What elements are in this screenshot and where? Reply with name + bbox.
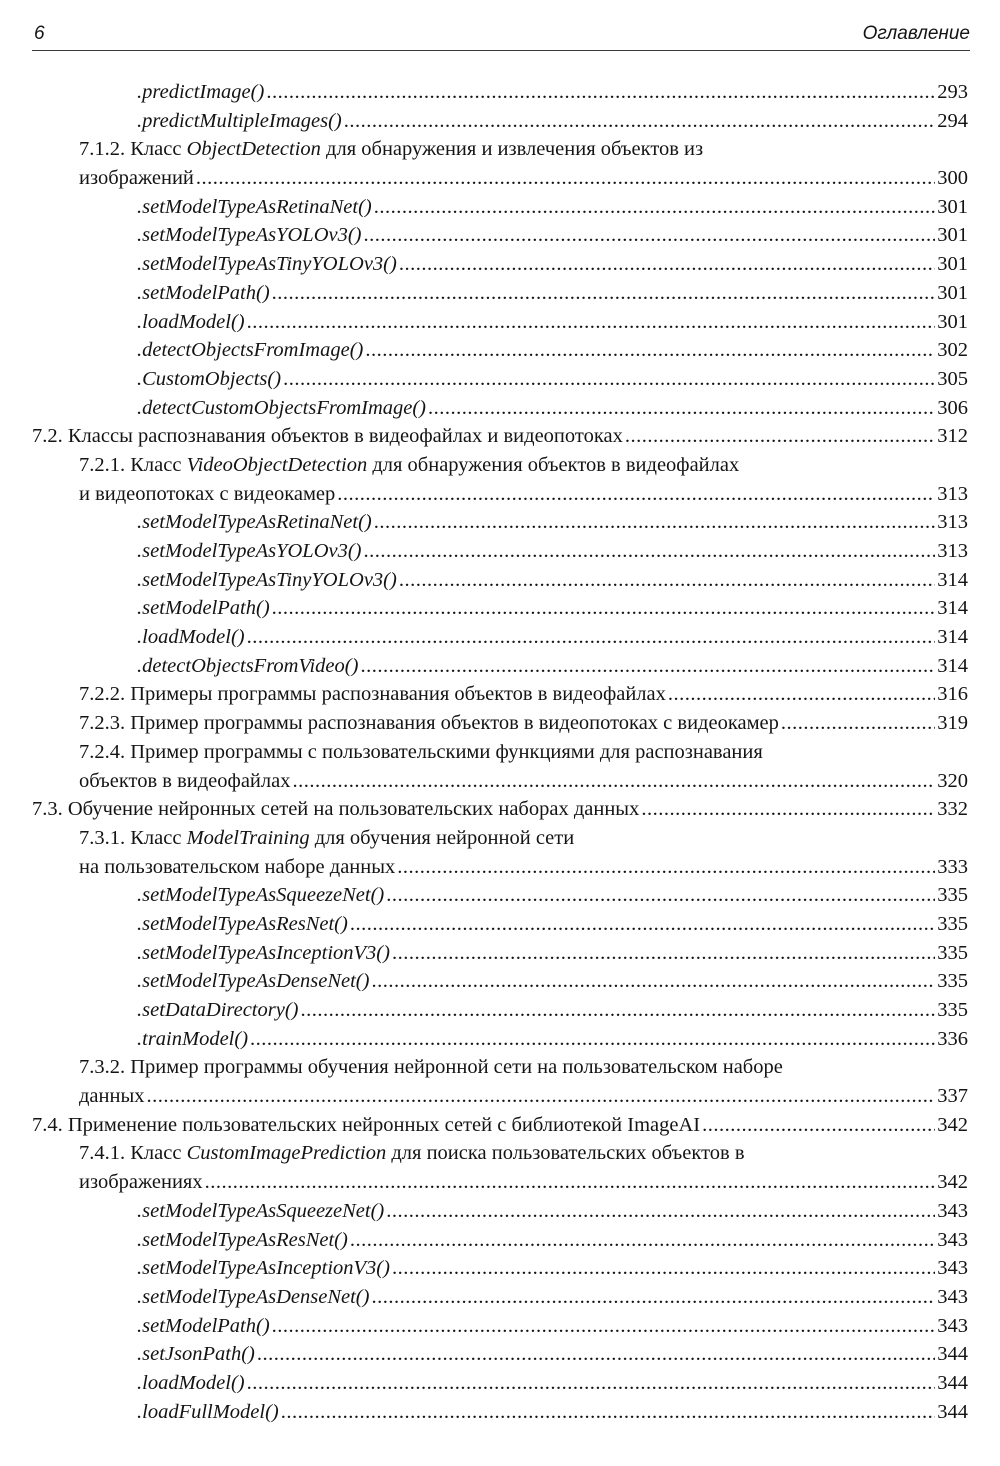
toc-method	[137, 1197, 968, 1226]
dot-leader	[365, 336, 935, 365]
toc-entry-row	[137, 107, 968, 136]
table-of-contents	[0, 78, 1000, 1426]
toc-entry-heading-rest: для обнаружения и извлечения объектов из	[320, 138, 704, 161]
dot-leader	[266, 78, 935, 107]
toc-method	[137, 652, 968, 681]
toc-entry-row	[137, 623, 968, 652]
toc-entry-row	[137, 193, 968, 222]
dot-leader	[386, 1197, 935, 1226]
toc-subsection	[79, 680, 968, 709]
toc-entry-row	[137, 652, 968, 681]
toc-section	[32, 1111, 968, 1140]
toc-method	[137, 107, 968, 136]
toc-entry-row	[137, 910, 968, 939]
toc-method	[137, 967, 968, 996]
toc-method	[137, 1340, 968, 1369]
toc-page-number: 301	[937, 224, 968, 247]
toc-subsection	[79, 1053, 968, 1110]
toc-entry-title: .detectObjectsFromVideo()	[137, 654, 359, 677]
toc-method	[137, 365, 968, 394]
toc-entry-title: .setJsonPath()	[137, 1343, 255, 1366]
toc-entry-title: .detectObjectsFromImage()	[137, 339, 364, 362]
toc-section	[32, 795, 968, 824]
toc-entry-heading: 7.1.2. Класс	[79, 138, 187, 161]
toc-entry-title: .setModelPath()	[137, 1314, 270, 1337]
toc-entry-first-line	[79, 451, 968, 480]
toc-method	[137, 910, 968, 939]
dot-leader	[272, 279, 936, 308]
toc-page-number: 335	[937, 941, 968, 964]
toc-page-number: 313	[937, 482, 968, 505]
toc-method	[137, 1312, 968, 1341]
toc-method	[137, 279, 968, 308]
toc-page-number: 335	[937, 970, 968, 993]
toc-entry-title: 7.2.2. Примеры программы распознавания объектов в видеофайлах	[79, 683, 666, 706]
toc-entry-row	[137, 1369, 968, 1398]
toc-method	[137, 1369, 968, 1398]
toc-entry-row	[137, 221, 968, 250]
toc-entry-title: 7.2.3. Пример программы распознавания объектов в видеопотоках с видеокамер	[79, 712, 779, 735]
toc-entry-row	[32, 1111, 968, 1140]
toc-method	[137, 996, 968, 1025]
toc-page-number: 343	[937, 1228, 968, 1251]
toc-entry-first-line	[79, 1053, 968, 1082]
toc-page-number: 305	[937, 367, 968, 390]
dot-leader	[350, 910, 935, 939]
toc-entry-heading-rest: для обучения нейронной сети	[309, 826, 575, 849]
toc-page-number: 343	[937, 1199, 968, 1222]
toc-entry-heading: 7.3.2. Пример программы обучения нейронной сети на пользовательском наборе	[79, 1056, 783, 1079]
toc-entry-title: .setModelTypeAsResNet()	[137, 1228, 348, 1251]
dot-leader	[392, 939, 935, 968]
dot-leader	[205, 1168, 936, 1197]
toc-page-number: 344	[937, 1371, 968, 1394]
toc-entry-title: 7.4. Применение пользовательских нейронных сетей с библиотекой ImageAI	[32, 1113, 701, 1136]
toc-entry-row	[137, 1025, 968, 1054]
toc-entry-title: .setModelTypeAsDenseNet()	[137, 970, 370, 993]
toc-page-number: 335	[937, 999, 968, 1021]
toc-entry-title: изображений	[79, 167, 194, 190]
toc-section	[32, 422, 968, 451]
toc-entry-title: .trainModel()	[137, 1027, 249, 1050]
toc-entry-heading-rest: для обнаружения объектов в видеофайлах	[367, 453, 740, 476]
toc-method	[137, 537, 968, 566]
toc-subsection	[79, 824, 968, 881]
toc-entry-class-name: CustomImagePrediction	[186, 1142, 387, 1165]
toc-page-number: 333	[937, 855, 968, 878]
toc-entry-row	[137, 1254, 968, 1283]
toc-method	[137, 623, 968, 652]
toc-entry-title: .setModelTypeAsYOLOv3()	[137, 540, 362, 562]
dot-leader	[247, 1369, 936, 1398]
page-number: 6	[34, 23, 45, 44]
toc-entry-row	[79, 709, 968, 738]
toc-entry-row	[32, 422, 968, 451]
toc-entry-heading: 7.2.4. Пример программы с пользовательскими функциями для распознавания	[79, 740, 763, 763]
dot-leader	[668, 680, 935, 709]
toc-entry-row	[79, 1168, 968, 1197]
toc-entry-title: .setModelTypeAsRetinaNet()	[137, 195, 372, 218]
toc-entry-row	[137, 939, 968, 968]
toc-method	[137, 1254, 968, 1283]
toc-entry-title: .loadFullModel()	[137, 1400, 279, 1423]
toc-entry-row	[137, 1312, 968, 1341]
dot-leader	[360, 652, 935, 681]
toc-entry-row	[79, 767, 968, 796]
toc-entry-row	[137, 594, 968, 623]
dot-leader	[283, 365, 935, 394]
toc-entry-title: .detectCustomObjectsFromImage()	[137, 396, 427, 419]
toc-entry-first-line	[79, 1139, 968, 1168]
dot-leader	[399, 250, 935, 279]
toc-entry-class-name: VideoObjectDetection	[186, 453, 368, 476]
toc-page-number: 313	[937, 540, 968, 562]
toc-page-number: 335	[937, 884, 968, 907]
toc-entry-title: .setModelTypeAsInceptionV3()	[137, 941, 390, 964]
dot-leader	[281, 1398, 935, 1427]
toc-page-number: 319	[937, 712, 968, 735]
toc-entry-row	[137, 78, 968, 107]
toc-page-number: 300	[937, 167, 968, 190]
toc-entry-heading: 7.4.1. Класс	[79, 1142, 187, 1165]
toc-page-number: 301	[937, 253, 968, 276]
dot-leader	[399, 566, 935, 595]
toc-entry-row	[79, 1082, 968, 1111]
toc-entry-heading: 7.2.1. Класс	[79, 453, 187, 476]
toc-method	[137, 566, 968, 595]
dot-leader	[344, 107, 936, 136]
toc-entry-row	[137, 279, 968, 308]
dot-leader	[250, 1025, 935, 1054]
toc-page-number: 336	[937, 1027, 968, 1050]
toc-page-number: 320	[937, 769, 968, 792]
toc-page-number: 343	[937, 1314, 968, 1337]
dot-leader	[350, 1226, 935, 1255]
toc-page-number: 342	[937, 1113, 968, 1136]
toc-entry-row	[137, 336, 968, 365]
toc-method	[137, 1283, 968, 1312]
running-title: Оглавление	[862, 23, 970, 44]
dot-leader	[371, 967, 935, 996]
toc-entry-heading-rest: для поиска пользовательских объектов в	[386, 1142, 745, 1165]
toc-entry-row	[79, 480, 968, 509]
toc-entry-title: .setModelTypeAsRetinaNet()	[137, 511, 372, 534]
toc-entry-first-line	[79, 738, 968, 767]
toc-page-number: 316	[937, 683, 968, 706]
toc-page-number: 301	[937, 195, 968, 218]
dot-leader	[196, 164, 935, 193]
toc-entry-title: изображениях	[79, 1171, 203, 1194]
toc-method	[137, 1226, 968, 1255]
dot-leader	[272, 1312, 936, 1341]
toc-method	[137, 394, 968, 423]
toc-entry-row	[137, 1197, 968, 1226]
toc-method	[137, 881, 968, 910]
toc-subsection	[79, 1139, 968, 1196]
toc-entry-title: .setModelTypeAsResNet()	[137, 912, 348, 935]
toc-entry-title: .setModelTypeAsTinyYOLOv3()	[137, 568, 397, 591]
toc-entry-row	[137, 881, 968, 910]
dot-leader	[625, 422, 935, 451]
toc-entry-row	[137, 1226, 968, 1255]
toc-entry-title: .loadModel()	[137, 1371, 245, 1394]
dot-leader	[364, 537, 936, 566]
dot-leader	[364, 221, 936, 250]
dot-leader	[428, 394, 935, 423]
dot-leader	[272, 594, 936, 623]
toc-entry-title: .setModelPath()	[137, 597, 270, 620]
toc-entry-row	[137, 1283, 968, 1312]
toc-page-number: 306	[937, 396, 968, 419]
dot-leader	[371, 1283, 935, 1312]
toc-entry-row	[137, 967, 968, 996]
dot-leader	[247, 623, 936, 652]
toc-page-number: 294	[937, 109, 968, 132]
toc-entry-row	[137, 365, 968, 394]
toc-entry-row	[79, 164, 968, 193]
toc-method	[137, 939, 968, 968]
toc-method	[137, 308, 968, 337]
toc-entry-first-line	[79, 135, 968, 164]
toc-method	[137, 250, 968, 279]
toc-entry-title: .loadModel()	[137, 310, 245, 333]
toc-page-number: 337	[937, 1085, 968, 1108]
toc-entry-title: .CustomObjects()	[137, 367, 282, 390]
toc-page-number: 344	[937, 1343, 968, 1366]
toc-page-number: 314	[937, 626, 968, 649]
toc-page-number: 343	[937, 1257, 968, 1280]
dot-leader	[781, 709, 935, 738]
toc-entry-title: на пользовательском наборе данных	[79, 855, 396, 878]
toc-entry-title: .setModelTypeAsSqueezeNet()	[137, 1199, 385, 1222]
dot-leader	[641, 795, 935, 824]
toc-subsection	[79, 709, 968, 738]
toc-page-number: 335	[937, 912, 968, 935]
toc-method	[137, 594, 968, 623]
toc-entry-title: 7.3. Обучение нейронных сетей на пользовательских наборах данных	[32, 798, 640, 821]
toc-entry-row	[137, 1340, 968, 1369]
toc-method	[137, 1025, 968, 1054]
toc-subsection	[79, 451, 968, 508]
dot-leader	[247, 308, 936, 337]
toc-subsection	[79, 135, 968, 192]
dot-leader	[374, 508, 936, 537]
dot-leader	[337, 480, 935, 509]
toc-entry-row	[79, 853, 968, 882]
toc-page-number: 301	[937, 310, 968, 333]
toc-method	[137, 193, 968, 222]
toc-entry-title: .setDataDirectory()	[137, 999, 299, 1021]
toc-entry-row	[137, 394, 968, 423]
dot-leader	[374, 193, 936, 222]
dot-leader	[386, 881, 935, 910]
page-header	[32, 20, 970, 51]
toc-method	[137, 508, 968, 537]
toc-entry-title: .setModelTypeAsInceptionV3()	[137, 1257, 390, 1280]
toc-entry-title: .setModelPath()	[137, 281, 270, 304]
toc-page-number: 314	[937, 568, 968, 591]
dot-leader	[397, 853, 935, 882]
toc-page-number: 293	[937, 81, 968, 103]
toc-method	[137, 78, 968, 107]
toc-entry-row	[137, 250, 968, 279]
toc-page-number: 312	[937, 425, 968, 448]
toc-method	[137, 1398, 968, 1427]
toc-page-number: 302	[937, 339, 968, 362]
toc-page-number: 342	[937, 1171, 968, 1194]
dot-leader	[702, 1111, 935, 1140]
toc-page-number: 343	[937, 1285, 968, 1308]
toc-entry-row	[79, 680, 968, 709]
toc-entry-title: 7.2. Классы распознавания объектов в видеофайлах и видеопотоках	[32, 425, 623, 448]
dot-leader	[292, 767, 935, 796]
toc-entry-class-name: ModelTraining	[186, 826, 310, 849]
toc-entry-first-line	[79, 824, 968, 853]
toc-entry-title: .loadModel()	[137, 626, 245, 649]
toc-entry-title: .setModelTypeAsSqueezeNet()	[137, 884, 385, 907]
dot-leader	[301, 996, 936, 1025]
toc-entry-heading: 7.3.1. Класс	[79, 826, 187, 849]
toc-page-number: 344	[937, 1400, 968, 1423]
toc-entry-title: объектов в видеофайлах	[79, 769, 291, 792]
toc-entry-row	[137, 1398, 968, 1427]
toc-page-number: 314	[937, 654, 968, 677]
toc-method	[137, 221, 968, 250]
toc-page-number: 332	[937, 798, 968, 821]
dot-leader	[392, 1254, 935, 1283]
toc-entry-title: .setModelTypeAsTinyYOLOv3()	[137, 253, 397, 276]
toc-entry-row	[137, 508, 968, 537]
toc-entry-title: .predictMultipleImages()	[137, 109, 342, 132]
toc-entry-row	[32, 795, 968, 824]
toc-entry-title: .setModelTypeAsYOLOv3()	[137, 224, 362, 247]
dot-leader	[147, 1082, 936, 1111]
toc-entry-title: .setModelTypeAsDenseNet()	[137, 1285, 370, 1308]
toc-entry-row	[137, 537, 968, 566]
toc-entry-title: данных	[79, 1085, 145, 1108]
toc-page-number: 314	[937, 597, 968, 620]
toc-entry-title: .predictImage()	[137, 81, 265, 103]
dot-leader	[257, 1340, 935, 1369]
toc-entry-class-name: ObjectDetection	[186, 138, 321, 161]
toc-entry-row	[137, 566, 968, 595]
toc-entry-row	[137, 308, 968, 337]
toc-page-number: 313	[937, 511, 968, 534]
toc-method	[137, 336, 968, 365]
toc-subsection	[79, 738, 968, 795]
toc-page-number: 301	[937, 281, 968, 304]
toc-entry-title: и видеопотоках с видеокамер	[79, 482, 336, 505]
toc-entry-row	[137, 996, 968, 1025]
